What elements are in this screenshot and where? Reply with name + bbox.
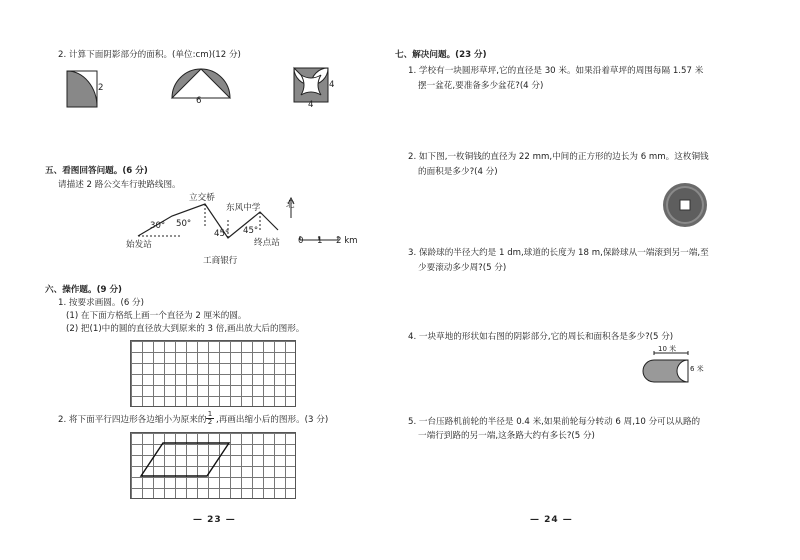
terminal-station: 终点站 bbox=[254, 238, 280, 248]
angle-45-school: 45° bbox=[243, 226, 259, 236]
parallelogram-figure bbox=[130, 432, 294, 498]
section-6-q2-post: ,再画出缩小后的图形。(3 分) bbox=[216, 415, 329, 425]
industrial-bank: 工商银行 bbox=[203, 256, 238, 266]
question-2-calc-area: 2. 计算下面阴影部分的面积。(单位:cm)(12 分) bbox=[58, 50, 241, 60]
q2-line2: 的面积是多少?(4 分) bbox=[418, 167, 498, 177]
q5-line2: 一端行到路的另一端,这条路大约有多长?(5 分) bbox=[418, 431, 595, 441]
start-station: 始发站 bbox=[126, 240, 152, 250]
q3-line1: 3. 保龄球的半径大约是 1 dm,球道的长度为 18 m,保龄球从一端滚到另一端,至 bbox=[408, 248, 709, 258]
copper-coin-image bbox=[662, 182, 708, 228]
scale-1: 1 bbox=[317, 236, 323, 246]
section-7-title: 七、解决问题。(23 分) bbox=[395, 50, 487, 60]
angle-45-bank: 45° bbox=[214, 229, 230, 239]
dongfeng-school: 东风中学 bbox=[226, 203, 261, 213]
fig3-label-side: 4 bbox=[329, 80, 335, 90]
section-6-q2-pre: 2. 将下面平行四边形各边缩小为原来的 bbox=[58, 415, 207, 425]
section-5-prompt: 请描述 2 路公交车行驶路线图。 bbox=[58, 180, 181, 190]
page-number-right: — 24 — bbox=[530, 515, 573, 525]
fraction-denominator: 2 bbox=[207, 418, 213, 426]
q2-line1: 2. 如下图,一枚铜钱的直径为 22 mm,中间的正方形的边长为 6 mm。这枚铜钱 bbox=[408, 152, 709, 162]
fraction-one-half bbox=[206, 411, 214, 426]
page-number-left: — 23 — bbox=[193, 515, 236, 525]
north-label: 北 bbox=[286, 200, 295, 210]
section-6-q1b: (2) 把(1)中的圆的直径放大到原来的 3 倍,画出放大后的图形。 bbox=[66, 324, 305, 334]
q5-line1: 5. 一台压路机前轮的半径是 0.4 米,如果前轮每分转动 6 周,10 分可以从路的 bbox=[408, 417, 701, 427]
q1-line1: 1. 学校有一块圆形草坪,它的直径是 30 米。如果沿着草坪的周围每隔 1.57 米 bbox=[408, 66, 704, 76]
lawn-shape-figure bbox=[636, 350, 696, 386]
lijiao-bridge: 立交桥 bbox=[189, 193, 215, 203]
figure-square-arcs bbox=[293, 67, 329, 103]
angle-30: 30° bbox=[150, 221, 166, 231]
section-6-q1a: (1) 在下面方格纸上画一个直径为 2 厘米的圆。 bbox=[66, 311, 247, 321]
section-6-title: 六、操作题。(9 分) bbox=[45, 285, 122, 295]
fig3-label-bottom: 4 bbox=[308, 100, 314, 110]
fig1-label: 2 bbox=[98, 83, 104, 93]
lawn-width-label: 6 米 bbox=[690, 365, 704, 373]
section-6-q1: 1. 按要求画圆。(6 分) bbox=[58, 298, 144, 308]
q1-line2: 摆一盆花,要准备多少盆花?(4 分) bbox=[418, 81, 544, 91]
scale-0: 0 bbox=[298, 236, 304, 246]
grid-paper-circle[interactable] bbox=[130, 340, 296, 407]
fig2-label: 6 bbox=[196, 96, 202, 106]
lawn-length-label: 10 米 bbox=[658, 345, 677, 353]
scale-2km: 2 km bbox=[336, 236, 358, 246]
fraction-numerator: 1 bbox=[207, 410, 213, 418]
q4-line1: 4. 一块草地的形状如右图的阴影部分,它的周长和面积各是多少?(5 分) bbox=[408, 332, 674, 342]
section-5-title: 五、看图回答问题。(6 分) bbox=[45, 166, 148, 176]
q3-line2: 少要滚动多少周?(5 分) bbox=[418, 263, 507, 273]
angle-50: 50° bbox=[176, 219, 192, 229]
